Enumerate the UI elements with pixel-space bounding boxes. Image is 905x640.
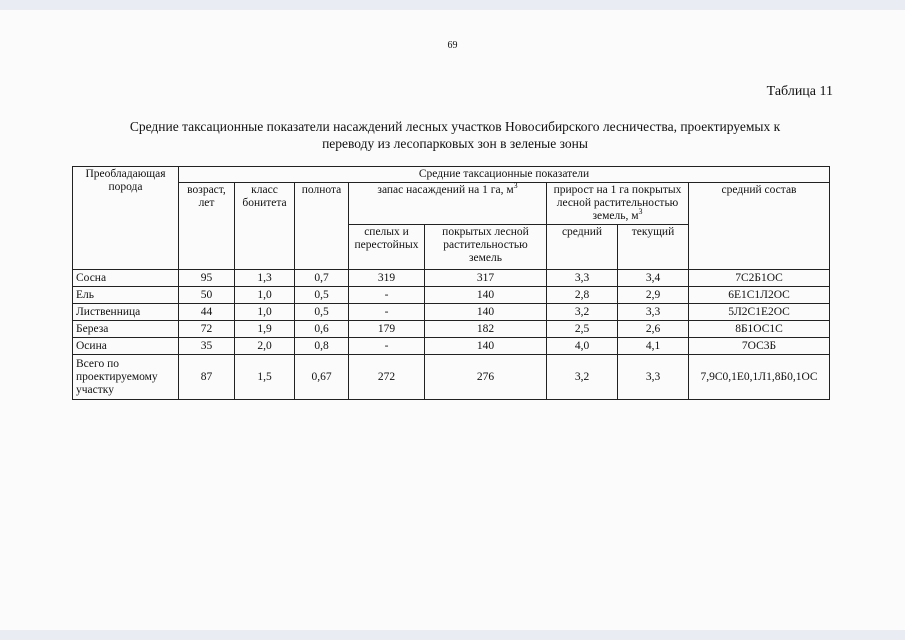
cell-species: Ель	[73, 287, 179, 304]
header-stock-text: запас насаждений на 1 га, м	[377, 184, 514, 196]
cell-species: Береза	[73, 321, 179, 338]
cell-stock-covered: 317	[425, 270, 547, 287]
cell-growth-avg: 2,8	[547, 287, 618, 304]
header-growth-sup: 3	[638, 207, 643, 217]
cell-bonitet: 2,0	[235, 338, 295, 355]
header-stock	[349, 183, 547, 225]
cell-stock-mature: -	[349, 338, 425, 355]
page-number: 69	[447, 40, 458, 51]
cell-stock-mature: -	[349, 304, 425, 321]
header-age: возраст, лет	[179, 183, 235, 270]
header-growth	[547, 183, 689, 225]
header-bonitet: класс бонитета	[235, 183, 295, 270]
header-growth-avg: средний	[547, 225, 618, 270]
cell-stock-covered: 140	[425, 304, 547, 321]
cell-age: 50	[179, 287, 235, 304]
cell-stock-mature-total: 272	[349, 355, 425, 400]
header-stock-sup: 3	[513, 181, 518, 191]
cell-age-total: 87	[179, 355, 235, 400]
cell-bonitet: 1,0	[235, 304, 295, 321]
header-stock-covered: покрытых лесной растительностью земель	[425, 225, 547, 270]
header-growth-text: прирост на 1 га покрытых лесной растительностью земель, м	[553, 184, 682, 222]
cell-growth-avg: 3,3	[547, 270, 618, 287]
header-group: Средние таксационные показатели	[179, 167, 830, 183]
cell-growth-cur: 2,9	[618, 287, 689, 304]
table-row	[73, 304, 830, 321]
cell-growth-cur-total: 3,3	[618, 355, 689, 400]
cell-species-total: Всего по проектируемому участку	[73, 355, 179, 400]
cell-stock-covered-total: 276	[425, 355, 547, 400]
header-stock-mature: спелых и перестойных	[349, 225, 425, 270]
cell-growth-avg: 2,5	[547, 321, 618, 338]
scan-border-top	[0, 0, 905, 10]
header-growth-cur: текущий	[618, 225, 689, 270]
table-row-total	[73, 355, 830, 400]
table-row	[73, 321, 830, 338]
cell-density: 0,7	[295, 270, 349, 287]
table-number: Таблица 11	[766, 84, 833, 99]
cell-density: 0,5	[295, 304, 349, 321]
cell-composition-total: 7,9С0,1Е0,1Л1,8Б0,1ОС	[689, 355, 830, 400]
cell-bonitet-total: 1,5	[235, 355, 295, 400]
cell-stock-mature: 319	[349, 270, 425, 287]
cell-composition: 8Б1ОС1С	[689, 321, 830, 338]
table-row	[73, 270, 830, 287]
title-line-2: переводу из лесопарковых зон в зеленые зоны	[322, 136, 588, 151]
cell-growth-avg-total: 3,2	[547, 355, 618, 400]
title-line-1: Средние таксационные показатели насаждений лесных участков Новосибирского лесничества, проектируемых к	[129, 119, 781, 134]
cell-composition: 5Л2С1Е2ОС	[689, 304, 830, 321]
scan-border-bottom	[0, 630, 905, 640]
header-species: Преобладающая порода	[73, 167, 179, 270]
cell-bonitet: 1,3	[235, 270, 295, 287]
cell-density: 0,8	[295, 338, 349, 355]
cell-density: 0,5	[295, 287, 349, 304]
table-row	[73, 287, 830, 304]
cell-age: 95	[179, 270, 235, 287]
cell-stock-covered: 140	[425, 287, 547, 304]
table-title	[70, 118, 840, 152]
cell-bonitet: 1,0	[235, 287, 295, 304]
cell-species: Сосна	[73, 270, 179, 287]
cell-growth-avg: 3,2	[547, 304, 618, 321]
cell-age: 72	[179, 321, 235, 338]
cell-growth-cur: 3,3	[618, 304, 689, 321]
cell-stock-covered: 140	[425, 338, 547, 355]
cell-stock-mature: 179	[349, 321, 425, 338]
cell-bonitet: 1,9	[235, 321, 295, 338]
cell-growth-cur: 2,6	[618, 321, 689, 338]
cell-growth-cur: 4,1	[618, 338, 689, 355]
cell-composition: 7С2Б1ОС	[689, 270, 830, 287]
cell-growth-avg: 4,0	[547, 338, 618, 355]
cell-composition: 6Е1С1Л2ОС	[689, 287, 830, 304]
cell-stock-covered: 182	[425, 321, 547, 338]
cell-age: 44	[179, 304, 235, 321]
cell-composition: 7ОС3Б	[689, 338, 830, 355]
cell-stock-mature: -	[349, 287, 425, 304]
cell-density: 0,6	[295, 321, 349, 338]
cell-species: Осина	[73, 338, 179, 355]
taxation-table	[72, 166, 830, 400]
header-composition: средний состав	[689, 183, 830, 270]
table-row	[73, 338, 830, 355]
cell-species: Лиственница	[73, 304, 179, 321]
cell-age: 35	[179, 338, 235, 355]
header-density: полнота	[295, 183, 349, 270]
cell-growth-cur: 3,4	[618, 270, 689, 287]
cell-density-total: 0,67	[295, 355, 349, 400]
